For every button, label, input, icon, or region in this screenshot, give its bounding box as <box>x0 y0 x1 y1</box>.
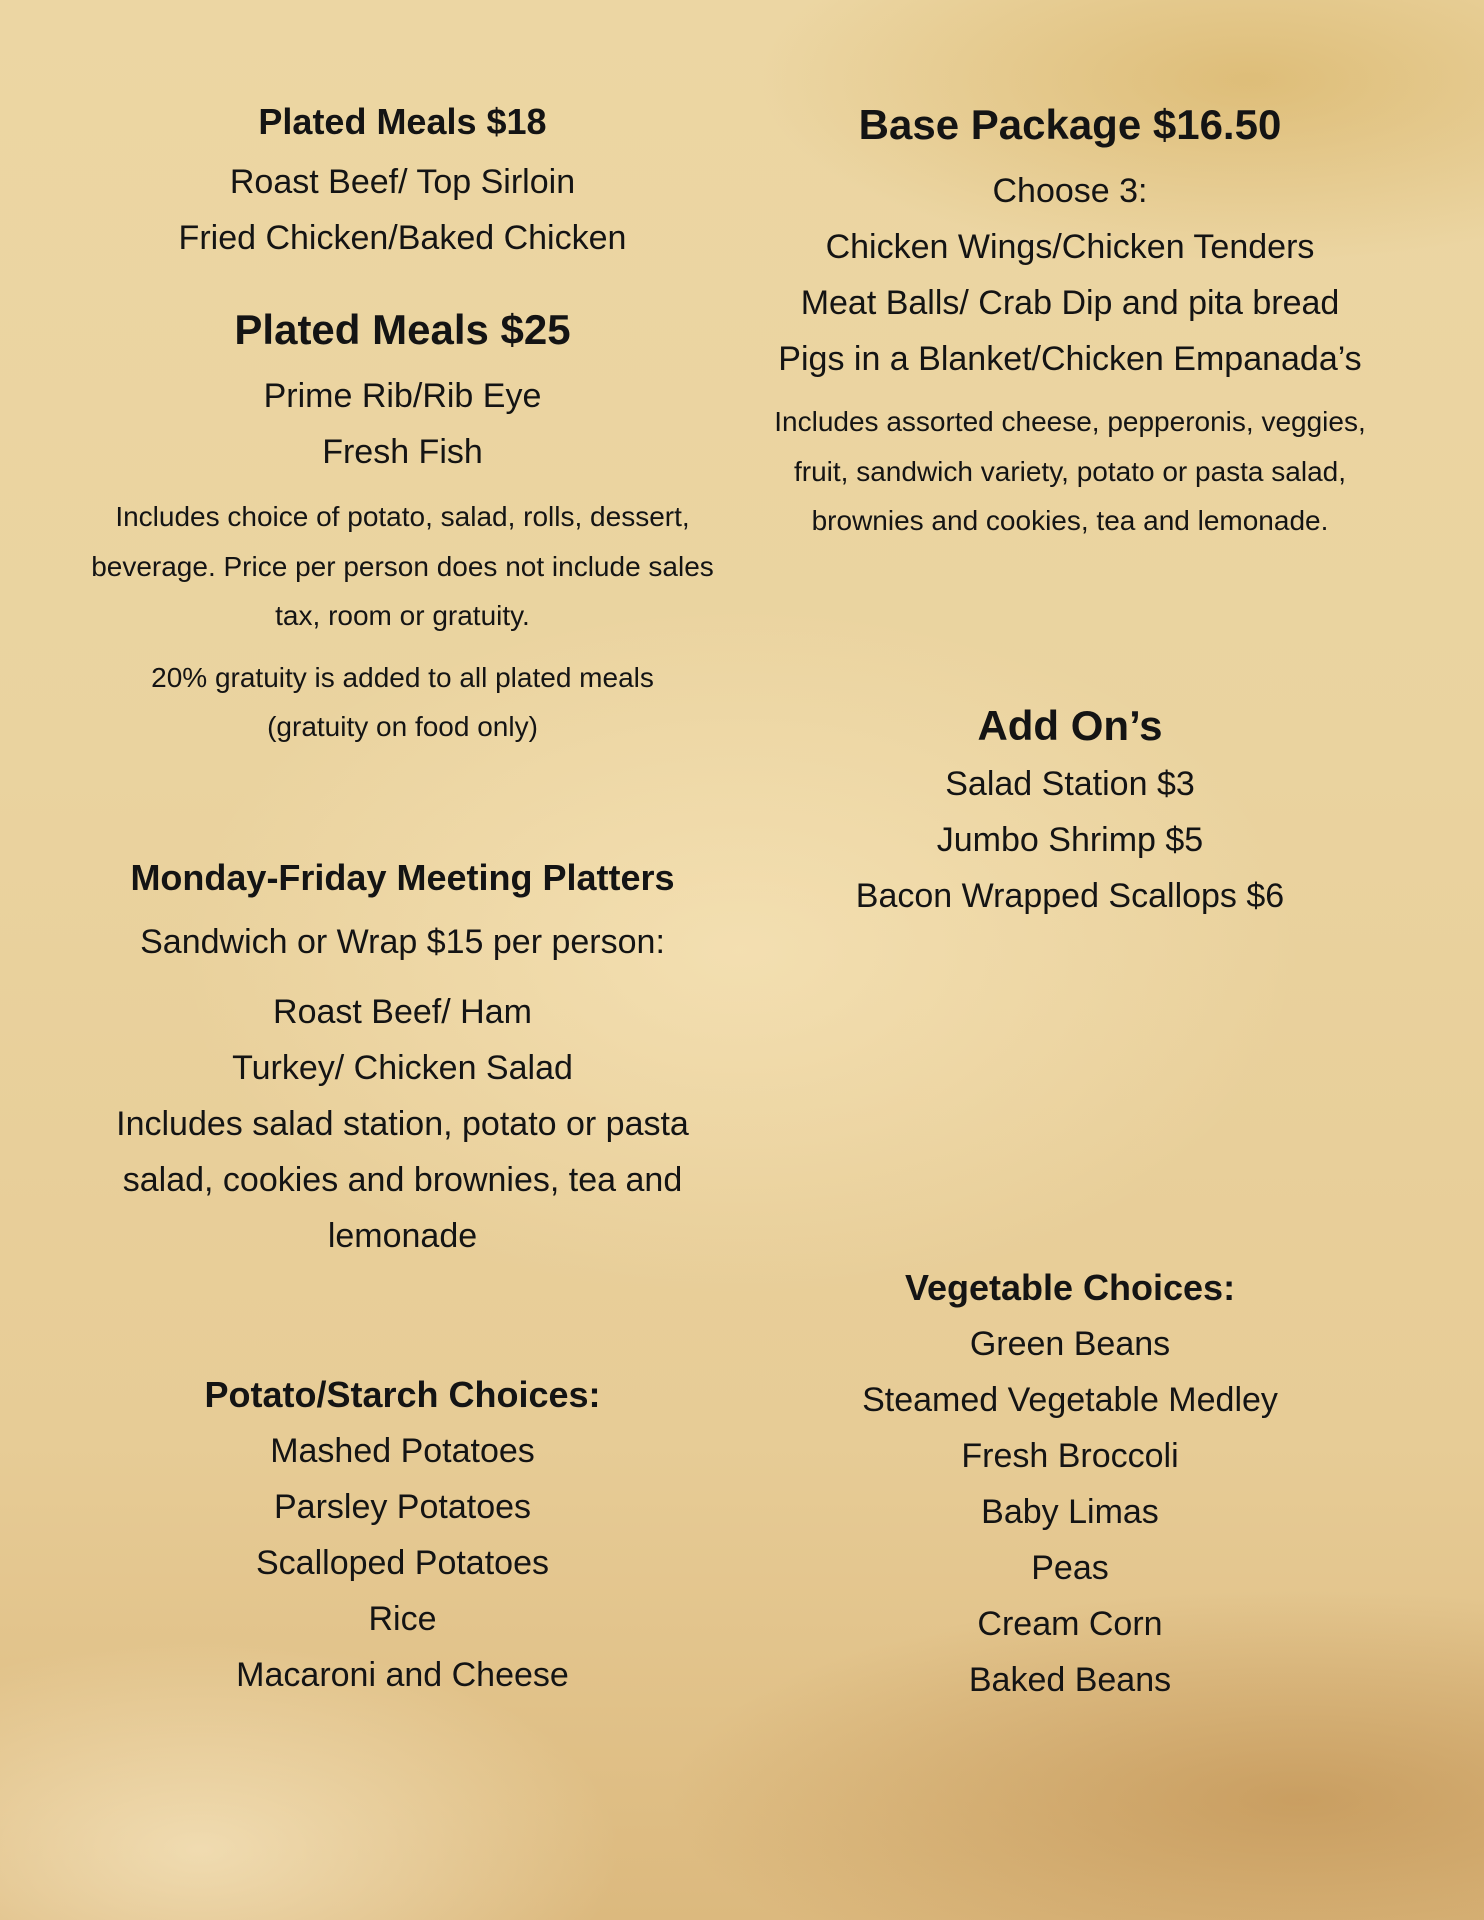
base-includes-note: Includes assorted cheese, pepperonis, veggies, fruit, sandwich variety, potato or pasta salad, brownies and cookies, tea and lemonade. <box>774 406 1366 536</box>
list-item: Mashed Potatoes <box>270 1432 535 1470</box>
starch-title: Potato/Starch Choices: <box>204 1374 601 1415</box>
list-item: Salad Station $3 <box>945 765 1195 803</box>
addons-section <box>760 696 1380 924</box>
list-item: Fresh Broccoli <box>961 1437 1179 1475</box>
menu-item: Fried Chicken/Baked Chicken <box>178 219 627 257</box>
choose-label: Choose 3: <box>992 172 1148 210</box>
starch-section <box>70 1367 735 1703</box>
plated-includes-note: Includes choice of potato, salad, rolls, dessert, beverage. Price per person does not include sales tax, room or gratuity. <box>91 501 714 631</box>
list-item: Baby Limas <box>981 1493 1159 1531</box>
menu-item: Roast Beef/ Ham <box>273 993 532 1031</box>
list-item: Baked Beans <box>968 1661 1172 1699</box>
base-package-section <box>760 95 1380 546</box>
plated-25-section <box>70 300 735 752</box>
menu-item: Fresh Fish <box>322 433 483 471</box>
list-item: Steamed Vegetable Medley <box>862 1381 1278 1419</box>
platters-includes-note: Includes salad station, potato or pasta salad, cookies and brownies, tea and lemonade <box>116 1105 689 1255</box>
menu-item: Prime Rib/Rib Eye <box>263 377 542 415</box>
menu-item: Chicken Wings/Chicken Tenders <box>825 228 1315 266</box>
vegetable-title: Vegetable Choices: <box>904 1267 1236 1308</box>
list-item: Scalloped Potatoes <box>256 1544 549 1582</box>
plated-18-section <box>70 94 735 266</box>
menu-item: Turkey/ Chicken Salad <box>232 1049 573 1087</box>
base-package-title: Base Package $16.50 <box>858 101 1282 148</box>
gratuity-note: 20% gratuity is added to all plated meals (gratuity on food only) <box>151 661 654 742</box>
list-item: Jumbo Shrimp $5 <box>936 821 1204 859</box>
list-item: Cream Corn <box>977 1605 1163 1643</box>
list-item: Bacon Wrapped Scallops $6 <box>855 877 1285 915</box>
list-item: Green Beans <box>969 1325 1171 1363</box>
menu-item: Pigs in a Blanket/Chicken Empanada’s <box>778 340 1362 378</box>
meeting-platters-section <box>70 850 735 1264</box>
list-item: Rice <box>368 1600 437 1638</box>
menu-item: Meat Balls/ Crab Dip and pita bread <box>800 284 1340 322</box>
list-item: Parsley Potatoes <box>273 1488 532 1526</box>
platters-subtitle: Sandwich or Wrap $15 per person: <box>140 923 665 961</box>
meeting-platters-title: Monday-Friday Meeting Platters <box>130 857 675 898</box>
list-item: Macaroni and Cheese <box>236 1656 569 1694</box>
menu-item: Roast Beef/ Top Sirloin <box>229 163 576 201</box>
plated-18-title: Plated Meals $18 <box>258 101 547 142</box>
plated-25-title: Plated Meals $25 <box>234 306 571 353</box>
addons-title: Add On’s <box>977 702 1163 749</box>
vegetable-section <box>760 1260 1380 1708</box>
list-item: Peas <box>1031 1549 1109 1587</box>
